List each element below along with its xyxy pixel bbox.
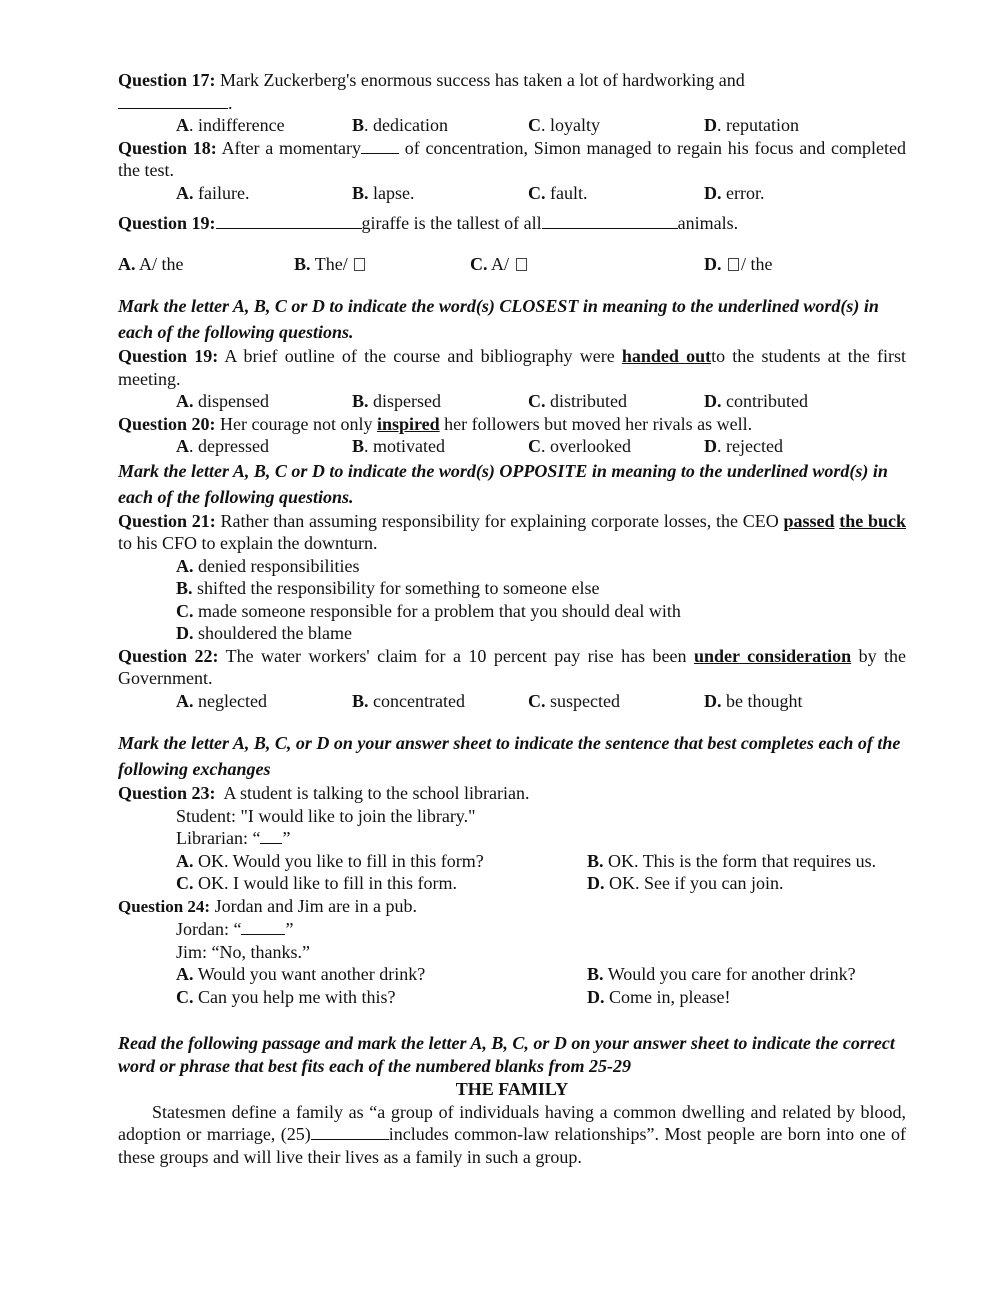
underlined-phrase: passed	[783, 510, 835, 531]
option-c[interactable]: C. made someone responsible for a problem that you should deal with	[176, 600, 681, 621]
answer-blank[interactable]	[260, 827, 282, 844]
option-a[interactable]: A. indifference	[176, 115, 285, 135]
question-text: A brief outline of the course and bibliography were	[224, 346, 615, 366]
passage-text-part2: includes common-law relationships”. Most people are born into one of these groups and will live their lives as a family in such a group.	[118, 1124, 906, 1167]
option-d[interactable]: D. / the	[704, 253, 773, 274]
underlined-phrase: under consideration	[693, 645, 852, 666]
option-c[interactable]: C. overlooked	[528, 436, 631, 456]
worksheet-page	[118, 69, 906, 1168]
question-19-articles-options	[118, 253, 906, 276]
option-b[interactable]: B. dedication	[352, 115, 448, 135]
option-b[interactable]: B. lapse.	[352, 182, 415, 203]
question-18	[118, 137, 906, 182]
option-b[interactable]: B. OK. This is the form that requires us.	[587, 850, 877, 871]
dialogue-23-student: Student: "I would like to join the library."	[176, 805, 476, 826]
question-17	[118, 69, 906, 114]
option-b[interactable]: B. concentrated	[352, 690, 465, 711]
option-b[interactable]: B. dispersed	[352, 391, 441, 411]
answer-blank[interactable]	[216, 212, 362, 229]
option-d[interactable]: D. reputation	[704, 115, 799, 135]
question-24-options-row1	[118, 963, 906, 986]
underlined-phrase-cont: the buck	[839, 510, 907, 531]
passage-text-part1: Statesmen define a family as “a group of individuals having a common dwelling and related by blood, adoption or marriage, (25)	[118, 1101, 906, 1144]
question-23	[118, 782, 906, 805]
instruction-opposite: Mark the letter A, B, C or D to indicate the word(s) OPPOSITE in meaning to the underlined word(s) in each of the following questions.	[118, 460, 888, 507]
option-a[interactable]: A. OK. Would you like to fill in this form?	[176, 850, 484, 871]
question-number: Question 22:	[118, 645, 219, 666]
question-text-cont: to the students at the first meeting.	[118, 346, 906, 389]
option-b[interactable]: B. The/	[294, 253, 470, 276]
empty-box-icon	[728, 258, 739, 271]
question-text: Mark Zuckerberg's enormous success has taken a lot of hardworking and	[220, 70, 745, 90]
underlined-phrase: inspired	[376, 413, 440, 434]
dialogue-24-jim: Jim: “No, thanks.”	[176, 941, 310, 962]
answer-blank[interactable]	[118, 92, 228, 109]
option-a[interactable]: A. denied responsibilities	[176, 555, 360, 576]
option-d[interactable]: D. rejected	[704, 436, 783, 456]
option-c[interactable]: C. OK. I would like to fill in this form.	[176, 873, 457, 893]
empty-box-icon	[354, 258, 365, 271]
underlined-phrase: handed out	[621, 346, 712, 366]
option-c[interactable]: C. Can you help me with this?	[176, 986, 396, 1007]
question-text-cont: to his CFO to explain the downturn.	[118, 533, 378, 553]
question-text: The water workers' claim for a 10 percent pay rise has been	[225, 645, 687, 666]
question-22-options	[118, 690, 906, 713]
question-number: Question 23:	[118, 783, 216, 803]
question-18-options	[118, 182, 906, 205]
question-number: Question 19:	[118, 213, 216, 233]
question-22	[118, 645, 906, 690]
passage-title: THE FAMILY	[455, 1079, 569, 1099]
question-end: .	[228, 92, 233, 113]
question-number: Question 21:	[118, 510, 216, 531]
answer-blank[interactable]	[542, 212, 678, 229]
option-c[interactable]: C. loyalty	[528, 115, 600, 135]
option-a[interactable]: A. neglected	[176, 690, 267, 711]
question-number: Question 20:	[118, 413, 216, 434]
question-text-cont: of concentration, Simon managed to regain his focus and completed the test.	[118, 137, 907, 180]
question-text-cont: animals.	[677, 213, 739, 233]
question-20	[118, 413, 906, 436]
question-text-cont: her followers but moved her rivals as well.	[444, 413, 753, 434]
option-d[interactable]: D. contributed	[704, 391, 808, 411]
question-21	[118, 510, 906, 555]
option-d[interactable]: D. shouldered the blame	[176, 623, 352, 643]
empty-box-icon	[516, 258, 527, 271]
option-b[interactable]: B. Would you care for another drink?	[587, 964, 856, 984]
instruction-exchanges: Mark the letter A, B, C, or D on your answer sheet to indicate the sentence that best completes each of the following exchanges	[118, 733, 901, 779]
question-19-closest	[118, 345, 906, 390]
option-a[interactable]: A. failure.	[176, 182, 250, 203]
answer-blank[interactable]	[241, 918, 285, 935]
question-number: Question 18:	[118, 137, 217, 158]
question-text: Rather than assuming responsibility for explaining corporate losses, the CEO	[220, 510, 779, 531]
question-text-cont: by the Government.	[118, 645, 907, 688]
question-text: giraffe is the tallest of all	[361, 213, 542, 233]
option-c[interactable]: C. suspected	[528, 690, 620, 711]
dialogue-23-librarian: Librarian: “ ”	[176, 828, 291, 848]
question-24	[118, 895, 906, 919]
option-c[interactable]: C. distributed	[528, 391, 627, 411]
question-text: A student is talking to the school librarian.	[223, 783, 530, 803]
passage-text	[118, 1101, 906, 1169]
option-c[interactable]: C. A/	[470, 253, 704, 276]
option-a[interactable]: A. depressed	[176, 436, 269, 456]
question-23-options-row1	[118, 850, 906, 873]
option-a[interactable]: A. dispensed	[176, 391, 269, 411]
question-23-options-row2	[118, 872, 906, 895]
option-d[interactable]: D. error.	[704, 182, 765, 203]
answer-blank[interactable]	[361, 137, 399, 154]
option-b[interactable]: B. motivated	[352, 436, 445, 456]
question-20-options	[118, 435, 906, 458]
question-21-options	[118, 555, 906, 645]
question-text: Her courage not only	[220, 413, 373, 434]
option-d[interactable]: D. OK. See if you can join.	[587, 873, 784, 893]
question-number: Question 17:	[118, 70, 216, 90]
option-d[interactable]: D. Come in, please!	[587, 986, 731, 1007]
option-a[interactable]: A. Would you want another drink?	[176, 964, 426, 984]
option-d[interactable]: D. be thought	[704, 690, 803, 711]
option-a[interactable]: A. A/ the	[118, 253, 184, 274]
question-17-options	[118, 114, 906, 137]
answer-blank-25[interactable]	[311, 1123, 389, 1140]
question-text: After a momentary	[221, 137, 362, 158]
question-number: Question 24:	[118, 896, 211, 916]
question-number: Question 19:	[118, 346, 219, 366]
option-c[interactable]: C. fault.	[528, 182, 588, 203]
instruction-closest: Mark the letter A, B, C or D to indicate the word(s) CLOSEST in meaning to the underlined word(s) in each of the following questions.	[118, 296, 879, 342]
option-b[interactable]: B. shifted the responsibility for something to someone else	[176, 578, 600, 598]
question-19-closest-options	[118, 390, 906, 413]
instruction-passage: Read the following passage and mark the letter A, B, C, or D on your answer sheet to indicate the correct word or phrase that best fits each of the numbered blanks from 25-29	[118, 1033, 895, 1076]
question-24-options-row2	[118, 986, 906, 1009]
question-19-articles	[118, 212, 906, 235]
question-text: Jordan and Jim are in a pub.	[214, 895, 418, 916]
dialogue-24-jordan: Jordan: “ ”	[176, 919, 294, 939]
